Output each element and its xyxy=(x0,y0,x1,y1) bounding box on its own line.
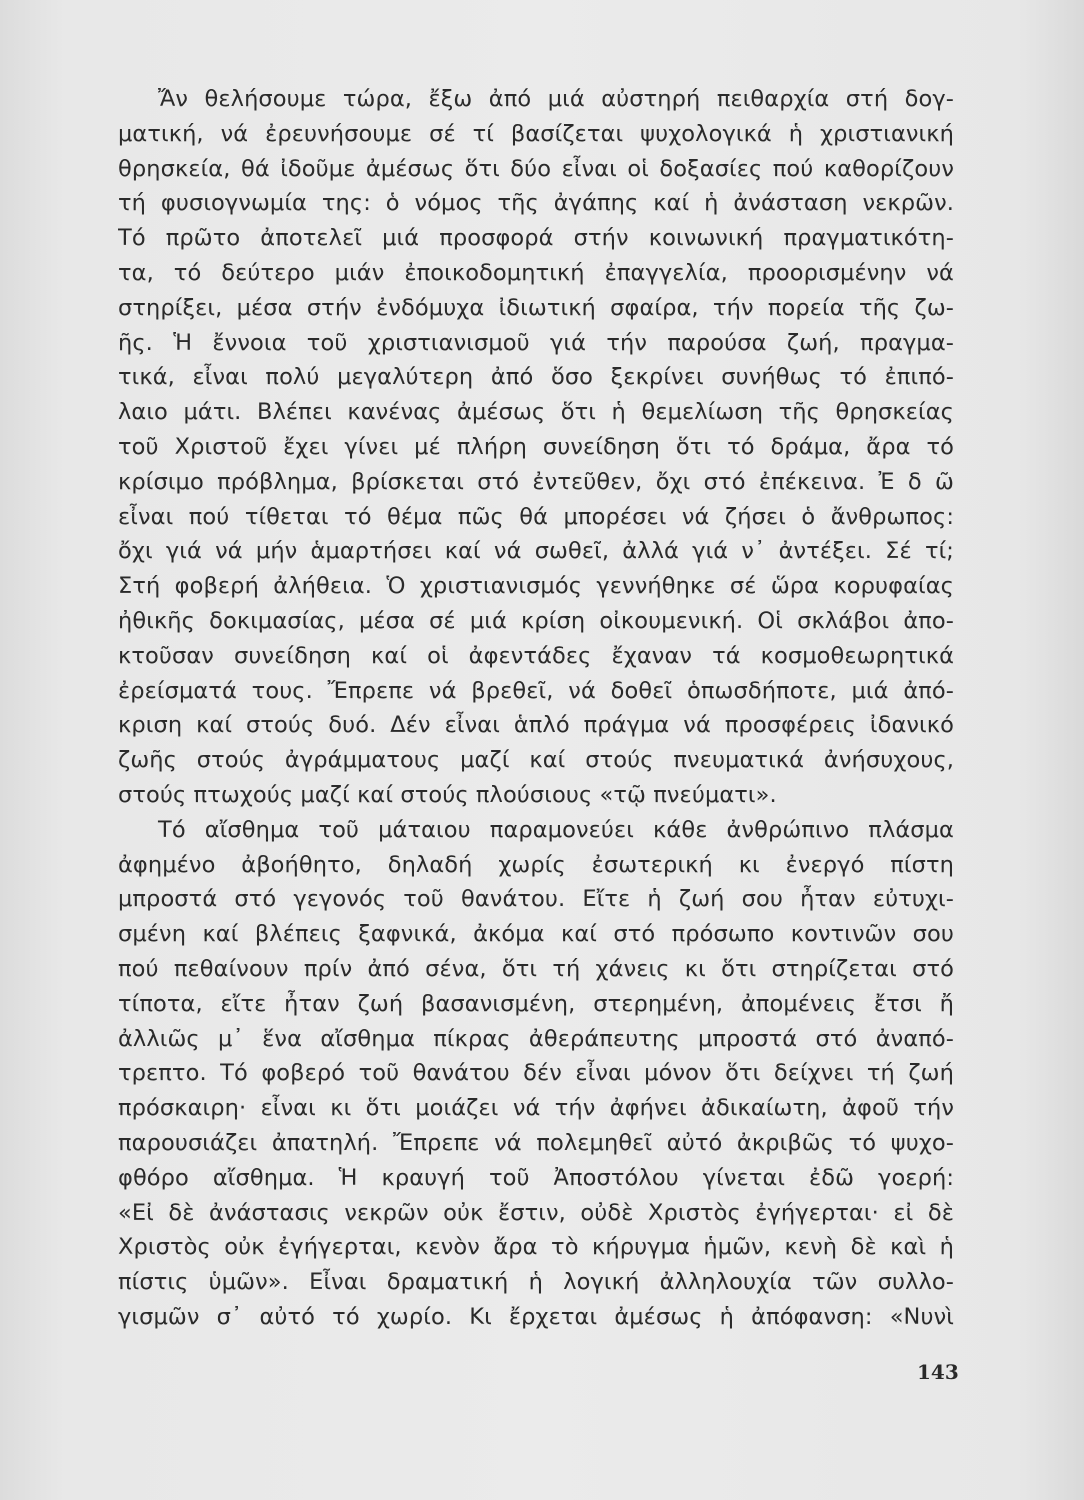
text-line: στηρίξει, μέσα στήν ἐνδόμυχα ἰδιωτική σφαίρα, τήν πορεία τῆς ζω- xyxy=(118,294,954,321)
text-line: ὄχι γιά νά μήν ἁμαρτήσει καί νά σωθεῖ, ἀλλά γιά ν᾽ ἀντέξει. Σέ τί; xyxy=(118,538,954,565)
text-line: στούς πτωχούς μαζί καί στούς πλούσιους «τῷ πνεύματι». xyxy=(118,781,777,808)
text-line: ἀφημένο ἀβοήθητο, δηλαδή χωρίς ἐσωτερική κι ἐνεργό πίστη xyxy=(118,851,954,878)
text-line: «Εἰ δὲ ἀνάστασις νεκρῶν οὐκ ἔστιν, οὐδὲ Χριστὸς ἐγήγερται· εἰ δὲ xyxy=(118,1199,954,1226)
text-line: ἐρείσματά τους. Ἔπρεπε νά βρεθεῖ, νά δοθεῖ ὁπωσδήποτε, μιά ἀπό- xyxy=(118,677,954,704)
paragraph-2 xyxy=(118,813,954,1335)
text-line: παρουσιάζει ἀπατηλή. Ἔπρεπε νά πολεμηθεῖ αὐτό ἀκριβῶς τό ψυχο- xyxy=(118,1129,954,1156)
body-text xyxy=(118,82,954,1335)
text-line: Τό αἴσθημα τοῦ μάταιου παραμονεύει κάθε ἀνθρώπινο πλάσμα xyxy=(158,816,954,843)
text-line: τίποτα, εἴτε ἦταν ζωή βασανισμένη, στερημένη, ἀπομένεις ἔτσι ἤ xyxy=(118,990,954,1017)
text-line: κριση καί στούς δυό. Δέν εἶναι ἁπλό πράγμα νά προσφέρεις ἰδανικό xyxy=(118,712,954,739)
text-line: τοῦ Χριστοῦ ἔχει γίνει μέ πλήρη συνείδηση ὅτι τό δράμα, ἄρα τό xyxy=(118,433,954,460)
text-line: πού πεθαίνουν πρίν ἀπό σένα, ὅτι τή χάνεις κι ὅτι στηρίζεται στό xyxy=(118,955,954,982)
text-line: Χριστὸς οὐκ ἐγήγερται, κενὸν ἄρα τὸ κήρυγμα ἡμῶν, κενὴ δὲ καὶ ἡ xyxy=(118,1234,954,1261)
text-line: ματική, νά ἐρευνήσουμε σέ τί βασίζεται ψυχολογικά ἡ χριστιανική xyxy=(118,120,954,147)
text-line: ἀλλιῶς μ᾽ ἕνα αἴσθημα πίκρας ἀθεράπευτης μπροστά στό ἀναπό- xyxy=(118,1025,954,1052)
text-line: Στή φοβερή ἀλήθεια. Ὁ χριστιανισμός γεννήθηκε σέ ὥρα κορυφαίας xyxy=(118,573,954,600)
text-line: τρεπτο. Τό φοβερό τοῦ θανάτου δέν εἶναι μόνον ὅτι δείχνει τή ζωή xyxy=(118,1060,954,1087)
text-line: τή φυσιογνωμία της: ὁ νόμος τῆς ἀγάπης καί ἡ ἀνάσταση νεκρῶν. xyxy=(118,190,954,217)
text-line: θρησκεία, θά ἰδοῦμε ἀμέσως ὅτι δύο εἶναι οἱ δοξασίες πού καθορίζουν xyxy=(118,155,954,182)
text-line: λαιο μάτι. Βλέπει κανένας ἀμέσως ὅτι ἡ θεμελίωση τῆς θρησκείας xyxy=(118,399,954,426)
text-line: ζωῆς στούς ἀγράμματους μαζί καί στούς πνευματικά ἀνήσυχους, xyxy=(118,747,954,774)
text-line: κρίσιμο πρόβλημα, βρίσκεται στό ἐντεῦθεν, ὄχι στό ἐπέκεινα. Ἐ δ ῶ xyxy=(118,468,954,495)
text-line: ἠθικῆς δοκιμασίας, μέσα σέ μιά κρίση οἰκουμενική. Οἱ σκλάβοι ἀπο- xyxy=(118,607,954,634)
page-number: 143 xyxy=(917,1360,959,1384)
text-line: τικά, εἶναι πολύ μεγαλύτερη ἀπό ὅσο ξεκρίνει συνήθως τό ἐπιπό- xyxy=(118,364,954,391)
paragraph-1 xyxy=(118,82,954,813)
text-line: Τό πρῶτο ἀποτελεῖ μιά προσφορά στήν κοινωνική πραγματικότη- xyxy=(118,225,954,252)
text-line: πίστις ὑμῶν». Εἶναι δραματική ἡ λογική ἀλληλουχία τῶν συλλο- xyxy=(118,1269,954,1296)
text-line: Ἄν θελήσουμε τώρα, ἔξω ἀπό μιά αὐστηρή πειθαρχία στή δογ- xyxy=(158,86,954,112)
text-line: εἶναι πού τίθεται τό θέμα πῶς θά μπορέσει νά ζήσει ὁ ἄνθρωπος: xyxy=(118,503,954,530)
text-line: γισμῶν σ᾽ αὐτό τό χωρίο. Κι ἔρχεται ἀμέσως ἡ ἀπόφανση: «Νυνὶ xyxy=(118,1303,954,1330)
text-line: φθόρο αἴσθημα. Ἡ κραυγή τοῦ Ἀποστόλου γίνεται ἐδῶ γοερή: xyxy=(118,1164,954,1191)
text-line: σμένη καί βλέπεις ξαφνικά, ἀκόμα καί στό πρόσωπο κοντινῶν σου xyxy=(118,921,954,948)
text-line: κτοῦσαν συνείδηση καί οἱ ἀφεντάδες ἔχαναν τά κοσμοθεωρητικά xyxy=(118,642,954,669)
text-line: ῆς. Ἡ ἔννοια τοῦ χριστιανισμοῦ γιά τήν παρούσα ζωή, πραγμα- xyxy=(118,329,954,356)
text-line: τα, τό δεύτερο μιάν ἐποικοδομητική ἐπαγγελία, προορισμένην νά xyxy=(118,259,954,286)
text-line: μπροστά στό γεγονός τοῦ θανάτου. Εἴτε ἡ ζωή σου ἦταν εὐτυχι- xyxy=(118,886,954,913)
text-line: πρόσκαιρη· εἶναι κι ὅτι μοιάζει νά τήν ἀφήνει ἀδικαίωτη, ἀφοῦ τήν xyxy=(118,1095,954,1122)
